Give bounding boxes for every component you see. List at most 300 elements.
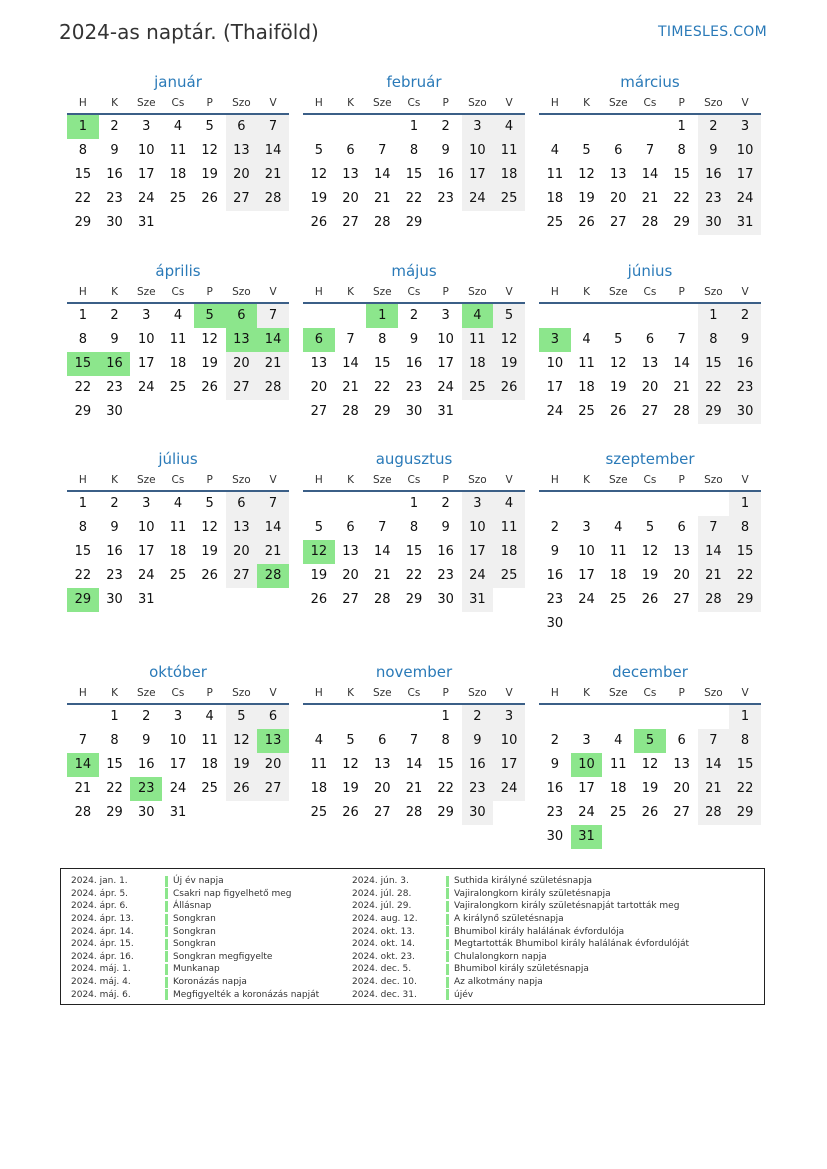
day-cell: 1 [729, 492, 761, 516]
empty-cell [634, 115, 666, 139]
day-cell: 9 [550, 757, 559, 772]
legend-date: 2024. júl. 28. [352, 888, 412, 899]
weekday-header [303, 282, 525, 304]
day-cell: 26 [641, 592, 659, 607]
day-cell: 6 [645, 332, 655, 347]
holiday-day-cell: 3 [539, 328, 571, 352]
legend-marker [165, 914, 168, 925]
day-cell: 18 [169, 167, 187, 182]
weekday-label: K [111, 474, 118, 486]
weekday-label: K [111, 97, 118, 109]
empty-cell [398, 705, 430, 729]
day-cell: 31 [137, 215, 155, 230]
day-cell: 21 [405, 781, 423, 796]
weekday-label: H [78, 687, 87, 699]
weekday-label: Szo [704, 286, 723, 298]
day-cell: 5 [205, 119, 214, 134]
weekday-label: Cs [643, 97, 657, 109]
month-április [67, 260, 289, 424]
day-cell: 19 [201, 167, 218, 182]
day-cell: 24 [462, 187, 494, 211]
legend-holiday-name: Megfigyelték a koronázás napját [173, 989, 320, 1000]
day-cell: 26 [609, 404, 627, 419]
day-cell: 17 [437, 356, 454, 371]
day-grid [67, 304, 289, 424]
legend-marker [446, 914, 449, 925]
legend-marker [165, 876, 168, 887]
legend-holiday-name: Suthida királyné születésnapja [454, 876, 592, 887]
day-cell: 7 [698, 729, 730, 753]
day-cell: 20 [257, 753, 289, 777]
empty-cell [539, 115, 571, 139]
legend-date: 2024. ápr. 16. [71, 951, 134, 962]
day-cell: 24 [137, 568, 155, 583]
day-cell: 25 [169, 191, 187, 206]
day-cell: 4 [314, 733, 323, 748]
empty-cell [571, 492, 603, 516]
legend-date: 2024. ápr. 5. [71, 888, 129, 899]
day-cell: 1 [409, 119, 419, 134]
legend-marker [446, 901, 449, 912]
day-cell: 7 [257, 115, 289, 139]
day-cell: 13 [226, 139, 258, 163]
month-május [303, 260, 525, 424]
weekday-label: V [269, 97, 277, 109]
weekday-header [67, 282, 289, 304]
legend-marker [446, 939, 449, 950]
day-cell: 18 [169, 544, 187, 559]
legend-date: 2024. aug. 12. [352, 914, 418, 925]
day-cell: 8 [441, 733, 450, 748]
day-cell: 1 [729, 705, 761, 729]
weekday-label: Sze [372, 286, 392, 298]
legend-marker [165, 989, 168, 1000]
day-cell: 8 [78, 143, 87, 158]
legend-holiday-name: Vajiralongkorn király születésnapja [454, 888, 611, 899]
weekday-label: V [505, 97, 513, 109]
holiday-day-cell: 10 [571, 753, 603, 777]
day-cell: 15 [373, 356, 391, 371]
weekday-label: P [206, 286, 213, 298]
weekday-label: V [505, 687, 513, 699]
legend-date: 2024. jan. 1. [71, 876, 128, 887]
day-cell: 26 [201, 568, 218, 583]
day-cell: 24 [137, 191, 155, 206]
day-cell: 11 [609, 544, 627, 559]
weekday-header [67, 683, 289, 705]
legend-holiday-name: Megtartották Bhumibol király halálának évfordulóját [454, 939, 690, 950]
weekday-label: H [550, 286, 559, 298]
holiday-day-cell: 15 [67, 352, 99, 376]
day-cell: 21 [257, 540, 289, 564]
empty-cell [539, 705, 571, 729]
day-cell: 24 [546, 404, 564, 419]
weekday-header [539, 470, 761, 492]
month-title: június [627, 262, 673, 280]
day-cell: 22 [373, 380, 391, 395]
day-cell: 17 [493, 753, 525, 777]
legend-date: 2024. júl. 29. [352, 901, 412, 912]
empty-cell [335, 304, 367, 328]
holiday-day-cell: 14 [257, 328, 289, 352]
day-cell: 14 [342, 356, 359, 371]
day-grid [67, 705, 289, 825]
day-cell: 5 [314, 520, 323, 535]
day-cell: 29 [74, 215, 92, 230]
weekday-label: P [678, 474, 685, 486]
day-cell: 12 [578, 167, 595, 182]
month-július [67, 448, 289, 612]
weekday-label: H [550, 474, 559, 486]
weekday-label: Szo [232, 97, 251, 109]
day-cell: 28 [373, 592, 391, 607]
weekday-label: Sze [608, 474, 628, 486]
day-cell: 15 [673, 167, 690, 182]
day-cell: 23 [106, 568, 123, 583]
day-cell: 8 [378, 332, 387, 347]
day-cell: 7 [677, 332, 686, 347]
empty-cell [634, 705, 666, 729]
month-title: május [391, 262, 437, 280]
weekday-label: P [678, 97, 685, 109]
day-cell: 15 [74, 167, 92, 182]
day-cell: 7 [698, 516, 730, 540]
day-cell: 24 [578, 805, 595, 820]
day-cell: 4 [614, 520, 623, 535]
day-cell: 3 [142, 496, 151, 511]
day-cell: 3 [441, 308, 450, 323]
legend-marker [446, 964, 449, 975]
day-cell: 3 [142, 119, 151, 134]
day-cell: 17 [462, 163, 494, 187]
day-cell: 8 [409, 520, 419, 535]
month-december [539, 661, 761, 849]
day-cell: 22 [74, 191, 92, 206]
holiday-legend [60, 868, 765, 1005]
day-cell: 18 [609, 781, 627, 796]
day-cell: 29 [405, 592, 423, 607]
weekday-label: H [314, 286, 323, 298]
day-cell: 29 [729, 801, 761, 825]
day-cell: 20 [673, 568, 690, 583]
legend-date: 2024. okt. 23. [352, 951, 415, 962]
empty-cell [666, 304, 698, 328]
day-cell: 11 [201, 733, 218, 748]
day-cell: 23 [698, 187, 730, 211]
day-cell: 13 [342, 167, 359, 182]
day-cell: 12 [609, 356, 627, 371]
legend-date: 2024. máj. 6. [71, 989, 131, 1000]
legend-holiday-name: Koronázás napja [173, 977, 247, 988]
weekday-header [303, 93, 525, 115]
day-cell: 27 [310, 404, 328, 419]
day-cell: 3 [462, 492, 494, 516]
legend-date: 2024. ápr. 15. [71, 939, 134, 950]
day-cell: 4 [205, 709, 214, 724]
weekday-label: Sze [372, 474, 392, 486]
month-augusztus [303, 448, 525, 612]
day-cell: 23 [106, 380, 123, 395]
legend-marker [165, 926, 168, 937]
month-title: április [155, 262, 201, 280]
day-cell: 14 [405, 757, 423, 772]
day-cell: 7 [346, 332, 355, 347]
day-cell: 17 [578, 568, 595, 583]
legend-marker [165, 964, 168, 975]
day-cell: 9 [462, 729, 494, 753]
day-cell: 21 [673, 380, 690, 395]
day-cell: 29 [673, 215, 690, 230]
weekday-label: Cs [643, 687, 657, 699]
day-cell: 16 [437, 544, 454, 559]
day-cell: 2 [110, 496, 119, 511]
weekday-label: Szo [232, 286, 251, 298]
holiday-day-cell: 29 [67, 588, 99, 612]
day-cell: 29 [74, 404, 92, 419]
weekday-label: Szo [468, 687, 487, 699]
day-cell: 10 [578, 544, 595, 559]
day-cell: 5 [346, 733, 355, 748]
day-cell: 20 [673, 781, 690, 796]
legend-date: 2024. okt. 13. [352, 926, 415, 937]
weekday-label: Cs [643, 474, 657, 486]
day-cell: 7 [409, 733, 419, 748]
day-cell: 16 [106, 167, 123, 182]
day-cell: 12 [641, 757, 659, 772]
day-cell: 13 [673, 544, 690, 559]
month-title: január [154, 73, 202, 91]
legend-holiday-name: Új év napja [173, 876, 224, 887]
day-cell: 4 [582, 332, 591, 347]
holiday-day-cell: 13 [257, 729, 289, 753]
day-cell: 9 [142, 733, 151, 748]
day-cell: 16 [546, 568, 564, 583]
day-cell: 19 [609, 380, 627, 395]
month-title: szeptember [605, 450, 695, 468]
day-grid [67, 492, 289, 612]
day-cell: 23 [546, 805, 564, 820]
weekday-label: H [550, 97, 559, 109]
empty-cell [602, 115, 634, 139]
day-cell: 1 [110, 709, 119, 724]
weekday-label: Sze [136, 97, 156, 109]
day-cell: 28 [698, 588, 730, 612]
day-cell: 5 [582, 143, 591, 158]
weekday-label: Szo [468, 97, 487, 109]
weekday-label: H [78, 286, 87, 298]
weekday-label: V [269, 474, 277, 486]
empty-cell [698, 492, 730, 516]
holiday-day-cell: 5 [194, 304, 226, 328]
day-cell: 22 [405, 191, 423, 206]
day-cell: 7 [645, 143, 655, 158]
empty-cell [571, 115, 603, 139]
day-cell: 31 [437, 404, 454, 419]
day-cell: 9 [110, 143, 119, 158]
holiday-day-cell: 6 [303, 328, 335, 352]
day-cell: 24 [729, 187, 761, 211]
day-cell: 27 [257, 777, 289, 801]
day-cell: 8 [677, 143, 686, 158]
weekday-label: P [442, 687, 449, 699]
legend-row [71, 925, 319, 938]
day-cell: 15 [405, 544, 423, 559]
day-cell: 24 [437, 380, 454, 395]
day-cell: 30 [106, 404, 123, 419]
day-cell: 21 [373, 191, 391, 206]
weekday-label: H [314, 97, 323, 109]
day-cell: 27 [226, 187, 258, 211]
empty-cell [634, 304, 666, 328]
day-cell: 4 [173, 496, 183, 511]
day-cell: 21 [257, 352, 289, 376]
weekday-header [539, 93, 761, 115]
day-cell: 23 [405, 380, 423, 395]
day-cell: 12 [310, 167, 328, 182]
day-cell: 16 [698, 163, 730, 187]
day-cell: 25 [493, 187, 525, 211]
legend-date: 2024. dec. 10. [352, 977, 417, 988]
day-cell: 18 [462, 352, 494, 376]
day-cell: 18 [609, 568, 627, 583]
weekday-label: Szo [232, 687, 251, 699]
day-cell: 15 [437, 757, 454, 772]
legend-row [71, 875, 319, 888]
day-cell: 26 [201, 191, 218, 206]
weekday-label: P [442, 286, 449, 298]
empty-cell [666, 705, 698, 729]
day-cell: 8 [409, 143, 419, 158]
day-cell: 15 [729, 540, 761, 564]
legend-marker [446, 888, 449, 899]
weekday-label: P [442, 474, 449, 486]
month-január [67, 71, 289, 235]
month-szeptember [539, 448, 761, 636]
day-cell: 17 [546, 380, 564, 395]
day-cell: 27 [673, 805, 690, 820]
empty-cell [539, 304, 571, 328]
day-cell: 30 [462, 801, 494, 825]
day-cell: 26 [310, 592, 328, 607]
empty-cell [698, 705, 730, 729]
day-cell: 5 [226, 705, 258, 729]
weekday-label: V [741, 687, 749, 699]
day-cell: 21 [373, 568, 391, 583]
weekday-label: K [583, 286, 590, 298]
day-cell: 30 [698, 211, 730, 235]
empty-cell [634, 492, 666, 516]
day-cell: 10 [137, 143, 155, 158]
weekday-label: H [314, 474, 323, 486]
legend-holiday-name: A királynő születésnapja [454, 914, 564, 925]
legend-holiday-name: Állásnap [173, 901, 212, 912]
day-cell: 16 [437, 167, 454, 182]
day-cell: 1 [78, 496, 87, 511]
brand-link[interactable]: TIMESLES.COM [658, 24, 767, 40]
day-cell: 8 [729, 729, 761, 753]
day-cell: 7 [257, 304, 289, 328]
day-cell: 6 [614, 143, 623, 158]
month-title: november [375, 663, 453, 681]
day-cell: 2 [550, 520, 559, 535]
day-cell: 17 [169, 757, 187, 772]
day-cell: 14 [673, 356, 690, 371]
day-cell: 2 [729, 304, 761, 328]
day-cell: 19 [641, 781, 659, 796]
day-cell: 5 [205, 496, 214, 511]
weekday-label: Sze [608, 97, 628, 109]
legend-date: 2024. jún. 3. [352, 876, 409, 887]
day-cell: 29 [373, 404, 391, 419]
day-cell: 19 [310, 191, 328, 206]
day-cell: 28 [257, 376, 289, 400]
holiday-day-cell: 1 [67, 115, 99, 139]
day-cell: 20 [609, 191, 627, 206]
day-cell: 18 [546, 191, 564, 206]
day-cell: 24 [137, 380, 155, 395]
weekday-header [303, 683, 525, 705]
weekday-label: Sze [136, 474, 156, 486]
weekday-label: Cs [407, 97, 421, 109]
day-cell: 15 [729, 753, 761, 777]
day-cell: 17 [729, 163, 761, 187]
day-cell: 1 [409, 496, 419, 511]
day-cell: 20 [641, 380, 659, 395]
day-cell: 23 [437, 568, 454, 583]
legend-marker [165, 939, 168, 950]
weekday-label: P [678, 286, 685, 298]
day-cell: 25 [546, 215, 564, 230]
day-cell: 22 [729, 564, 761, 588]
day-cell: 18 [310, 781, 328, 796]
day-cell: 20 [310, 380, 328, 395]
weekday-label: Cs [171, 474, 185, 486]
day-cell: 11 [546, 167, 564, 182]
day-cell: 30 [546, 829, 564, 844]
day-cell: 14 [698, 753, 730, 777]
month-február [303, 71, 525, 235]
weekday-label: Szo [468, 474, 487, 486]
day-cell: 24 [462, 564, 494, 588]
day-cell: 16 [106, 544, 123, 559]
day-cell: 27 [673, 592, 690, 607]
weekday-label: K [347, 687, 354, 699]
weekday-header [67, 93, 289, 115]
legend-marker [165, 977, 168, 988]
weekday-label: Sze [608, 286, 628, 298]
day-cell: 2 [142, 709, 151, 724]
weekday-label: P [678, 687, 685, 699]
day-cell: 14 [373, 544, 391, 559]
day-cell: 21 [641, 191, 659, 206]
page-title: 2024-as naptár. (Thaiföld) [59, 20, 319, 44]
day-cell: 10 [137, 520, 155, 535]
weekday-label: H [314, 687, 323, 699]
day-cell: 25 [169, 568, 187, 583]
day-cell: 14 [257, 516, 289, 540]
day-cell: 25 [609, 592, 627, 607]
day-cell: 28 [698, 801, 730, 825]
day-cell: 10 [462, 516, 494, 540]
day-cell: 28 [673, 404, 690, 419]
day-cell: 23 [546, 592, 564, 607]
legend-marker [165, 888, 168, 899]
legend-row [71, 976, 319, 989]
legend-marker [165, 951, 168, 962]
day-cell: 25 [493, 564, 525, 588]
day-cell: 3 [173, 709, 183, 724]
day-cell: 17 [578, 781, 595, 796]
